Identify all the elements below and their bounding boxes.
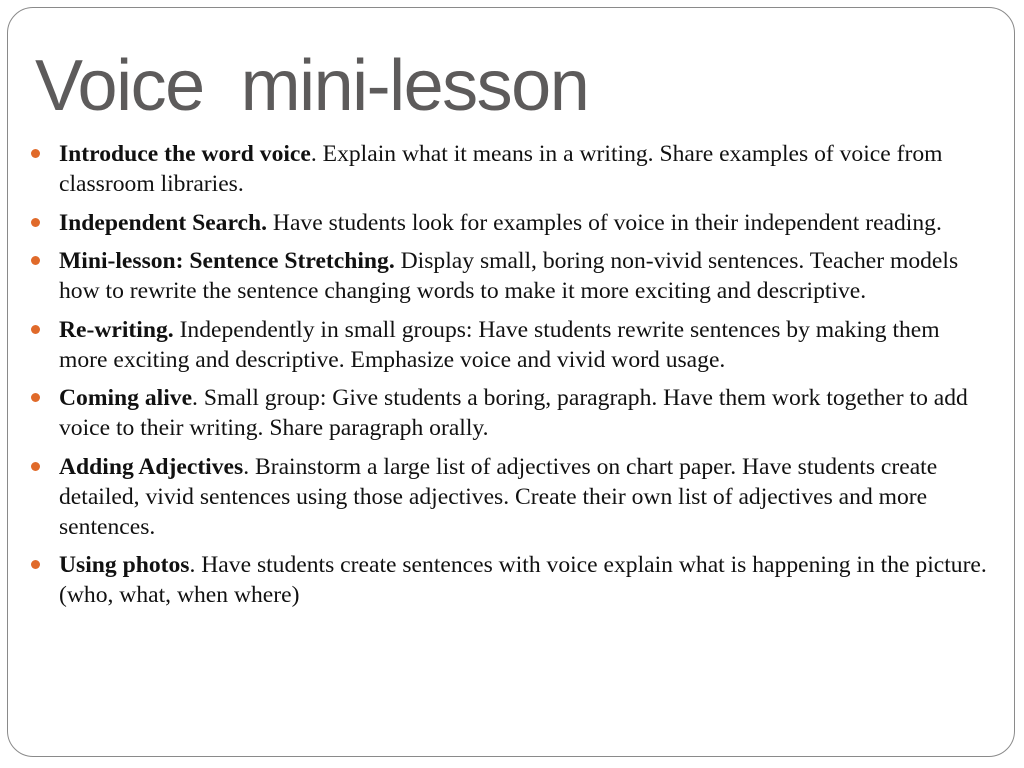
bullet-item-introduce-voice bbox=[30, 139, 990, 199]
bullet-text: . Small group: Give students a boring, paragraph. Have them work together to add voice to their writing. Share paragraph orally. bbox=[59, 385, 968, 441]
bullet-heading: Adding Adjectives bbox=[59, 453, 244, 480]
bullet-item-independent-search bbox=[30, 208, 990, 238]
bullet-heading: Introduce the word voice bbox=[59, 141, 311, 167]
bullet-text: . Have students create sentences with voice explain what is happening in the picture. (who, what, when where) bbox=[59, 552, 987, 608]
bullet-text: Independently in small groups: Have students rewrite sentences by making them more exciting and descriptive. Emphasize voice and vivid word usage. bbox=[59, 316, 940, 373]
bullet-text: Display small, boring non-vivid sentences. Teacher models how to rewrite the sentence changing words to make it more exciting and descriptive. bbox=[59, 248, 959, 304]
bullet-list bbox=[30, 139, 990, 619]
bullet-heading: Independent Search. bbox=[59, 209, 268, 236]
bullet-heading: Mini-lesson: Sentence Stretching. bbox=[59, 248, 395, 274]
bullet-dot-icon bbox=[31, 149, 40, 158]
bullet-dot-icon bbox=[31, 256, 40, 265]
bullet-heading: Using photos bbox=[59, 552, 190, 578]
bullet-text: . Explain what it means in a writing. Share examples of voice from classroom libraries. bbox=[59, 141, 943, 197]
bullet-item-sentence-stretching bbox=[30, 246, 990, 306]
bullet-text: . Brainstorm a large list of adjectives on chart paper. Have students create detailed, vivid sentences using those adjectives. Create their own list of adjectives and more sentences. bbox=[59, 453, 938, 540]
bullet-dot-icon bbox=[31, 325, 40, 334]
bullet-heading: Re-writing. bbox=[59, 316, 174, 343]
bullet-dot-icon bbox=[31, 218, 40, 227]
bullet-dot-icon bbox=[31, 462, 40, 471]
slide-title: Voice mini-lesson bbox=[35, 46, 589, 126]
bullet-text: Have students look for examples of voice in their independent reading. bbox=[267, 209, 942, 236]
bullet-dot-icon bbox=[31, 393, 40, 402]
bullet-item-adding-adjectives bbox=[30, 452, 990, 542]
bullet-dot-icon bbox=[31, 560, 40, 569]
bullet-item-coming-alive bbox=[30, 383, 990, 443]
bullet-item-re-writing bbox=[30, 315, 990, 375]
bullet-item-using-photos bbox=[30, 550, 990, 610]
bullet-heading: Coming alive bbox=[59, 385, 193, 411]
